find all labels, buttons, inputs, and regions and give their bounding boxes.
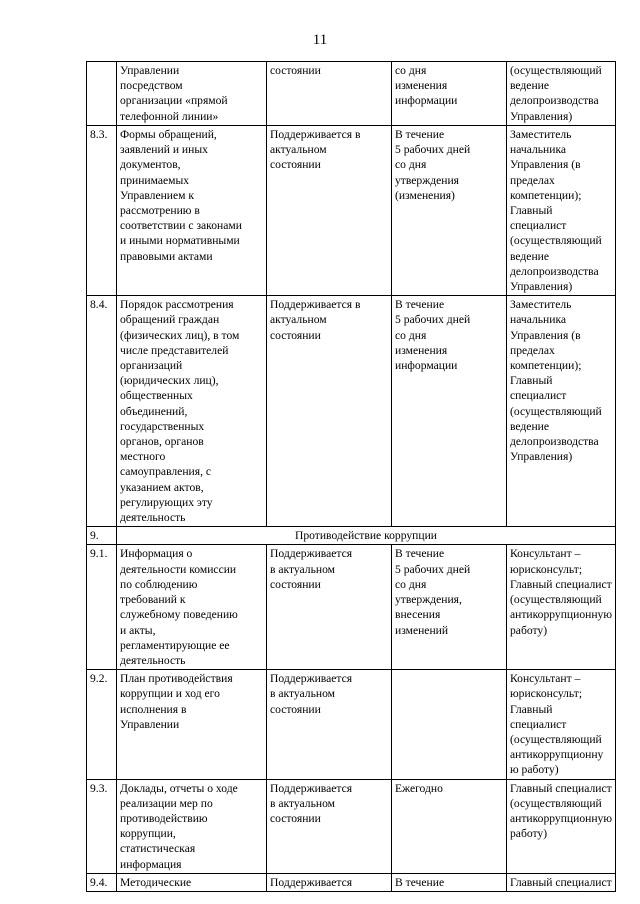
responsible-cell: Консультант – юрисконсульт; Главный специалист (осуществляющий антикоррупционну ю работу) [507,670,616,779]
table-row [87,779,616,873]
responsible-cell: Главный специалист (осуществляющий антикоррупционную работу) [507,779,616,873]
deadline-cell: Ежегодно [392,779,507,873]
item-name-cell: Информация о деятельности комиссии по соблюдению требований к служебному поведению и акты, регламентирующие ее деятельность [117,545,267,670]
row-number-cell [87,62,117,126]
responsible-cell: (осуществляющий ведение делопроизводства Управления) [507,62,616,126]
deadline-cell: со дня изменения информации [392,62,507,126]
table-row [87,670,616,779]
maintenance-mode-cell: состоянии [267,62,392,126]
deadline-cell: В течение 5 рабочих дней со дня изменения информации [392,296,507,527]
item-name-cell: План противодействия коррупции и ход его исполнения в Управлении [117,670,267,779]
responsible-cell: Заместитель начальника Управления (в пределах компетенции); Главный специалист (осуществляющий ведение делопроизводства Управления) [507,296,616,527]
table-row [87,62,616,126]
section-number-cell: 9. [87,527,117,545]
section-title: Противодействие коррупции [117,527,616,545]
deadline-cell: В течение 5 рабочих дней со дня утверждения (изменения) [392,126,507,296]
maintenance-mode-cell: Поддерживается [267,873,392,891]
information-table [86,61,616,892]
table-row [87,296,616,527]
item-name-cell: Доклады, отчеты о ходе реализации мер по противодействию коррупции, статистическая информация [117,779,267,873]
deadline-cell [392,670,507,779]
maintenance-mode-cell: Поддерживается в актуальном состоянии [267,779,392,873]
maintenance-mode-cell: Поддерживается в актуальном состоянии [267,670,392,779]
responsible-cell: Заместитель начальника Управления (в пределах компетенции); Главный специалист (осуществляющий ведение делопроизводства Управления) [507,126,616,296]
table-row [87,873,616,891]
item-name-cell: Управлении посредством организации «прямой телефонной линии» [117,62,267,126]
table-row [87,126,616,296]
deadline-cell: В течение [392,873,507,891]
row-number-cell: 9.3. [87,779,117,873]
section-header-row [87,527,616,545]
item-name-cell: Порядок рассмотрения обращений граждан (физических лиц), в том числе представителей организаций (юридических лиц), общественных объединений, государственных органов, органов местного самоуправления, с указанием актов, регулирующих эту деятельность [117,296,267,527]
row-number-cell: 9.1. [87,545,117,670]
table-row [87,545,616,670]
deadline-cell: В течение 5 рабочих дней со дня утверждения, внесения изменений [392,545,507,670]
row-number-cell: 9.2. [87,670,117,779]
row-number-cell: 8.4. [87,296,117,527]
row-number-cell: 9.4. [87,873,117,891]
row-number-cell: 8.3. [87,126,117,296]
page-number: 11 [312,32,328,48]
maintenance-mode-cell: Поддерживается в актуальном состоянии [267,126,392,296]
responsible-cell: Консультант – юрисконсульт; Главный специалист (осуществляющий антикоррупционную работу) [507,545,616,670]
maintenance-mode-cell: Поддерживается в актуальном состоянии [267,296,392,527]
responsible-cell: Главный специалист [507,873,616,891]
item-name-cell: Методические [117,873,267,891]
item-name-cell: Формы обращений, заявлений и иных документов, принимаемых Управлением к рассмотрению в соответствии с законами и иными нормативными правовыми актами [117,126,267,296]
maintenance-mode-cell: Поддерживается в актуальном состоянии [267,545,392,670]
